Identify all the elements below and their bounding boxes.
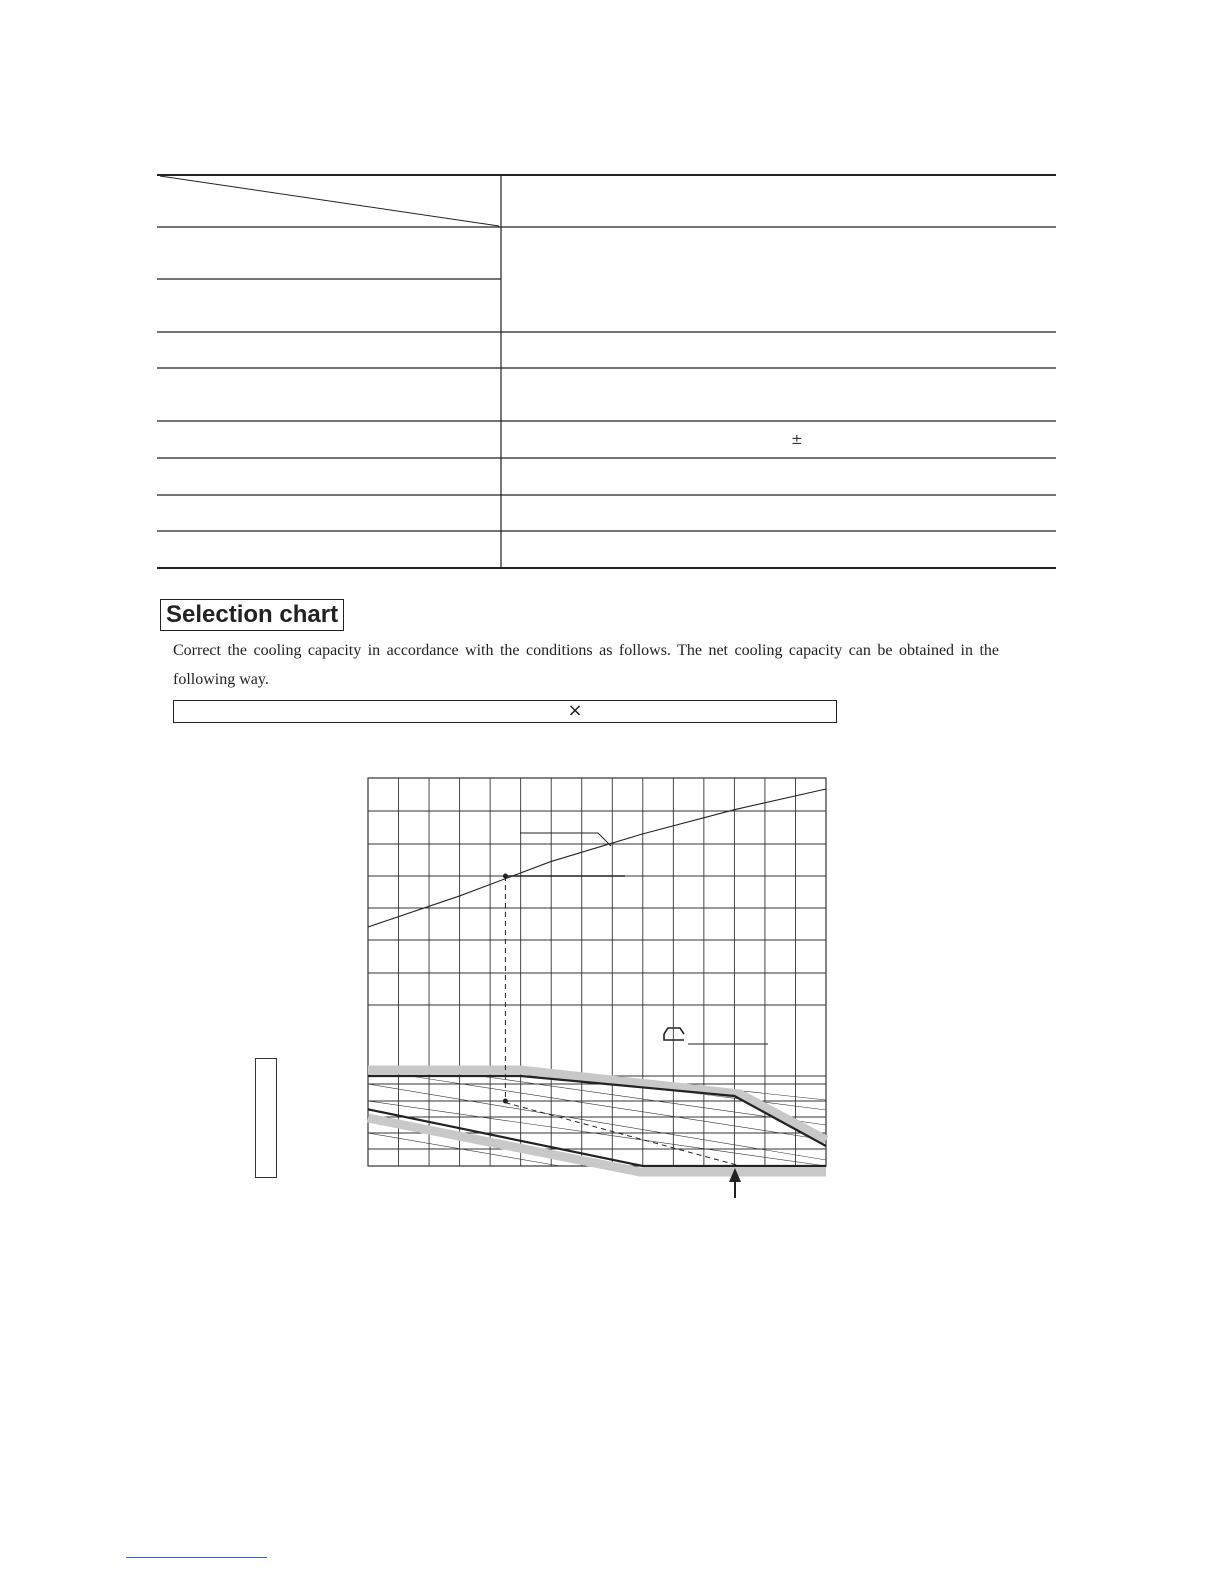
chart-marks (368, 789, 826, 1198)
chart-bracket-symbol (664, 1028, 684, 1040)
multiply-symbol: × (567, 700, 583, 721)
chart-example-point (503, 874, 508, 879)
paragraph-line: following way. (173, 671, 269, 688)
footer-link-underline[interactable] (126, 1557, 267, 1558)
paragraph-line: Correct the cooling capacity in accordance with the conditions as follows. The net cooling capacity can be obtained in the (173, 642, 999, 659)
chart-series-envelope-lower (368, 1109, 826, 1166)
plus-minus-symbol: ± (791, 432, 803, 448)
chart-series-upper-curve (368, 789, 826, 927)
section-title: Selection chart (160, 599, 344, 631)
chart-example-point (503, 1099, 508, 1104)
